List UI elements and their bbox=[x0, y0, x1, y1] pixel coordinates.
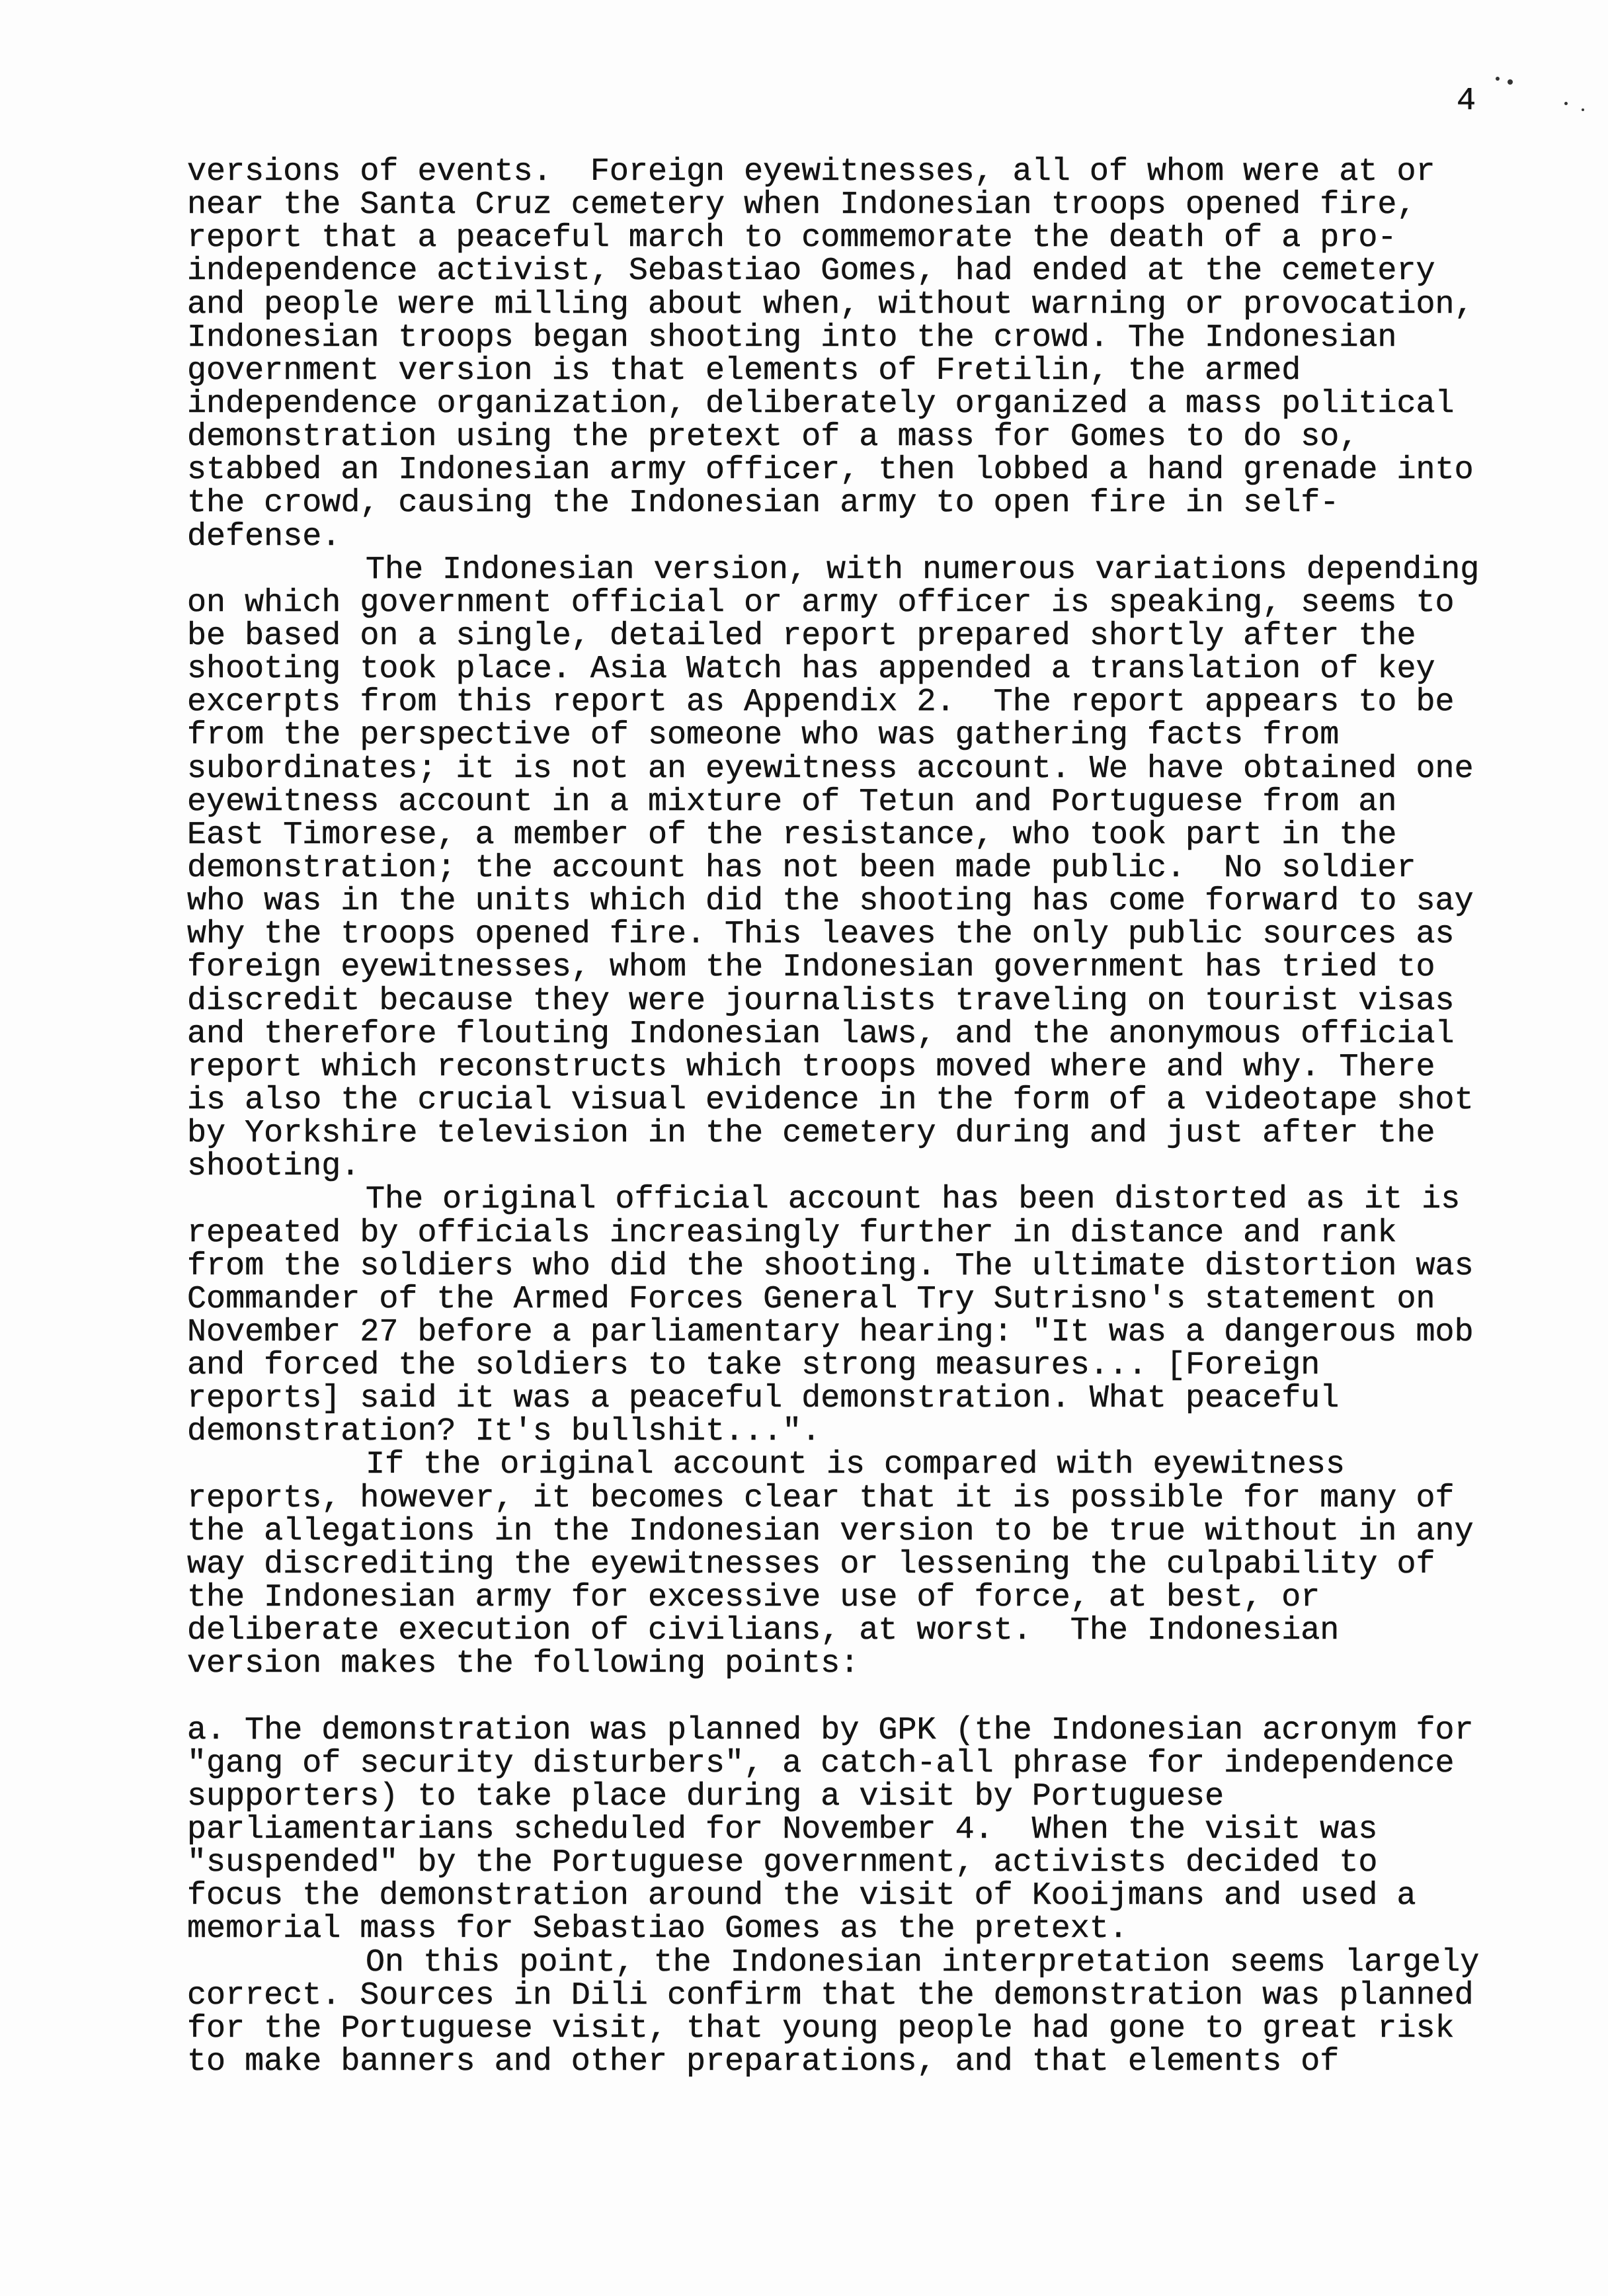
text-line: why the troops opened fire. This leaves the only public sources as bbox=[187, 916, 1455, 953]
text-line: who was in the units which did the shooting has come forward to say bbox=[187, 883, 1474, 920]
text-line: Indonesian troops began shooting into the crowd. The Indonesian bbox=[187, 319, 1397, 356]
text-line: near the Santa Cruz cemetery when Indonesian troops opened fire, bbox=[187, 186, 1416, 224]
paragraph bbox=[187, 155, 1509, 554]
text-line: by Yorkshire television in the cemetery during and just after the bbox=[187, 1115, 1435, 1152]
paragraph bbox=[187, 551, 1509, 1185]
document-body bbox=[187, 155, 1509, 2078]
text-line: discredit because they were journalists traveling on tourist visas bbox=[187, 982, 1455, 1019]
text-line: Commander of the Armed Forces General Try Sutrisno's statement on bbox=[187, 1280, 1435, 1317]
text-line: focus the demonstration around the visit of Kooijmans and used a bbox=[187, 1877, 1416, 1914]
text-line: report which reconstructs which troops moved where and why. There bbox=[187, 1048, 1435, 1085]
text-line: from the soldiers who did the shooting. The ultimate distortion was bbox=[187, 1247, 1474, 1284]
text-line: The original official account has been distorted as it is bbox=[366, 1181, 1461, 1218]
text-line: On this point, the Indonesian interpretation seems largely bbox=[366, 1944, 1480, 1981]
text-line: be based on a single, detailed report prepared shortly after the bbox=[187, 617, 1416, 654]
text-line: demonstration? It's bullshit...". bbox=[187, 1413, 821, 1450]
text-line: repeated by officials increasingly further in distance and rank bbox=[187, 1214, 1397, 1251]
scan-speck bbox=[1496, 77, 1500, 81]
scan-speck bbox=[1564, 102, 1568, 105]
text-line: to make banners and other preparations, and that elements of bbox=[187, 2043, 1340, 2080]
text-line: eyewitness account in a mixture of Tetun and Portuguese from an bbox=[187, 783, 1397, 820]
text-line: The Indonesian version, with numerous variations depending bbox=[366, 551, 1480, 588]
text-line: and therefore flouting Indonesian laws, and the anonymous official bbox=[187, 1015, 1455, 1052]
text-line: independence activist, Sebastiao Gomes, had ended at the cemetery bbox=[187, 253, 1435, 290]
text-line: If the original account is compared with eyewitness bbox=[366, 1446, 1345, 1483]
text-line: stabbed an Indonesian army officer, then lobbed a hand grenade into bbox=[187, 452, 1474, 489]
text-line: subordinates; it is not an eyewitness account. We have obtained one bbox=[187, 750, 1474, 787]
text-line: excerpts from this report as Appendix 2. The report appears to be bbox=[187, 684, 1455, 721]
text-line: reports] said it was a peaceful demonstration. What peaceful bbox=[187, 1380, 1340, 1417]
text-line: correct. Sources in Dili confirm that the demonstration was planned bbox=[187, 1977, 1474, 2014]
text-line: shooting took place. Asia Watch has appended a translation of key bbox=[187, 651, 1435, 688]
scan-speck bbox=[1582, 108, 1584, 111]
text-line: on which government official or army officer is speaking, seems to bbox=[187, 584, 1455, 621]
text-line: parliamentarians scheduled for November 4. When the visit was bbox=[187, 1811, 1378, 1848]
text-line: East Timorese, a member of the resistance, who took part in the bbox=[187, 816, 1397, 853]
text-line: report that a peaceful march to commemorate the death of a pro- bbox=[187, 220, 1397, 257]
text-line: a. The demonstration was planned by GPK (the Indonesian acronym for bbox=[187, 1711, 1474, 1748]
text-line: supporters) to take place during a visit by Portuguese bbox=[187, 1778, 1225, 1815]
text-line: the allegations in the Indonesian version to be true without in any bbox=[187, 1512, 1474, 1549]
text-line: demonstration; the account has not been made public. No soldier bbox=[187, 849, 1416, 886]
text-line: "gang of security disturbers", a catch-all phrase for independence bbox=[187, 1744, 1455, 1782]
paragraph bbox=[187, 1448, 1509, 1680]
paragraph bbox=[187, 1946, 1509, 2079]
scan-speck bbox=[1508, 79, 1513, 85]
paragraph bbox=[187, 1711, 1509, 1948]
text-line: "suspended" by the Portuguese government, activists decided to bbox=[187, 1844, 1378, 1881]
text-line: for the Portuguese visit, that young people had gone to great risk bbox=[187, 2010, 1455, 2047]
text-line: foreign eyewitnesses, whom the Indonesian government has tried to bbox=[187, 949, 1435, 986]
page-number: 4 bbox=[1457, 83, 1476, 119]
text-line: government version is that elements of Fretilin, the armed bbox=[187, 352, 1301, 389]
text-line: shooting. bbox=[187, 1148, 360, 1185]
paragraph bbox=[187, 1183, 1509, 1448]
text-line: deliberate execution of civilians, at worst. The Indonesian bbox=[187, 1612, 1340, 1649]
text-line: the crowd, causing the Indonesian army to open fire in self- bbox=[187, 485, 1340, 522]
text-line: November 27 before a parliamentary hearing: "It was a dangerous mob bbox=[187, 1313, 1474, 1350]
text-line: and forced the soldiers to take strong measures... [Foreign bbox=[187, 1347, 1320, 1384]
text-line: defense. bbox=[187, 518, 341, 555]
text-line: independence organization, deliberately organized a mass political bbox=[187, 385, 1455, 422]
text-line: demonstration using the pretext of a mass for Gomes to do so, bbox=[187, 419, 1359, 456]
text-line: the Indonesian army for excessive use of force, at best, or bbox=[187, 1579, 1320, 1616]
text-line: and people were milling about when, without warning or provocation, bbox=[187, 286, 1474, 323]
text-line: memorial mass for Sebastiao Gomes as the pretext. bbox=[187, 1910, 1128, 1948]
text-line: is also the crucial visual evidence in the form of a videotape shot bbox=[187, 1081, 1474, 1118]
text-line: versions of events. Foreign eyewitnesses, all of whom were at or bbox=[187, 153, 1435, 190]
text-line: version makes the following points: bbox=[187, 1645, 860, 1682]
text-line: from the perspective of someone who was gathering facts from bbox=[187, 717, 1340, 754]
text-line: reports, however, it becomes clear that it is possible for many of bbox=[187, 1479, 1455, 1516]
text-line: way discrediting the eyewitnesses or lessening the culpability of bbox=[187, 1545, 1435, 1582]
